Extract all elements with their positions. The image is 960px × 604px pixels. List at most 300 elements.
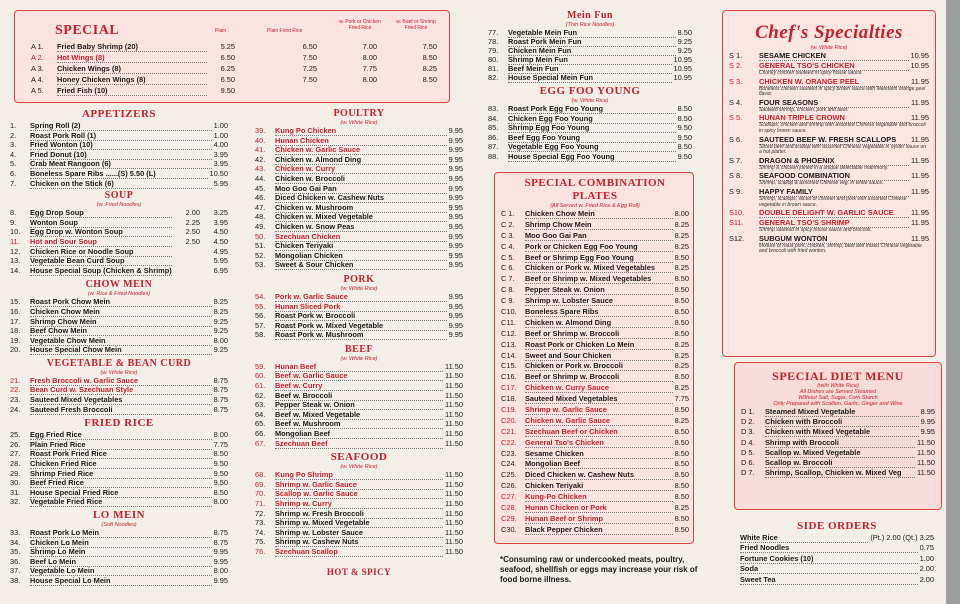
diet-sub1: (with White Rice): [817, 383, 859, 389]
item-number: 49.: [255, 221, 266, 231]
item-name: Chicken on the Stick (6): [30, 180, 212, 189]
side-orders: [740, 520, 934, 585]
item-price: 7.75: [362, 64, 377, 73]
item-name: Shrimp w. Mixed Vegetable: [275, 519, 443, 528]
item-price: 8.25: [674, 415, 689, 425]
item-name: Beef w. Broccoli: [275, 392, 443, 401]
item-number: A 4.: [31, 75, 44, 84]
veg_bean-subtitle: (w. White Rice): [100, 369, 138, 376]
item-name: Hunan Chicken or Pork: [525, 504, 673, 513]
combo-subtitle: (All Served w. Fried Rice & Egg Roll): [550, 203, 640, 209]
quart-price: 4.95: [213, 246, 228, 256]
item-number: 85.: [488, 123, 499, 133]
list-item: [10, 345, 228, 355]
item-price: 8.75: [213, 528, 228, 537]
item-number: 12.: [10, 246, 21, 256]
item-price: 11.50: [445, 361, 463, 371]
diet-sub3: Without Salt, Sugar, Corn Starch: [798, 395, 878, 401]
item-name: Vegetable Egg Foo Young: [508, 143, 676, 152]
item-number: 3.: [10, 140, 17, 150]
item-number: 38.: [10, 575, 21, 585]
list-item: [10, 576, 228, 586]
item-number: 23.: [10, 395, 21, 405]
item-price: 9.25: [213, 345, 228, 355]
list-item: [10, 326, 228, 336]
item-name: HUNAN TRIPLE CROWN: [759, 114, 909, 123]
item-price: 9.50: [213, 468, 228, 478]
list-item: [488, 28, 692, 37]
item-name: Szechuan Beef: [275, 440, 443, 449]
list-item: [501, 307, 689, 318]
item-name: Chicken w. Almond Ding: [275, 156, 447, 165]
item-number: 7.: [10, 178, 17, 188]
item-number: 83.: [488, 104, 499, 113]
item-name: Shrimp w. Garlic Sauce: [275, 481, 443, 490]
item-price: 2.00: [919, 564, 934, 574]
item-name: Moo Goo Gai Pan: [275, 185, 447, 194]
item-number: 34.: [10, 537, 21, 547]
item-price: 8.50: [674, 524, 689, 534]
item-number: 26.: [10, 439, 21, 449]
item-name: Shrimp Fried Rice: [30, 470, 212, 479]
item-number: 8.: [10, 208, 17, 218]
item-number: D 5.: [741, 447, 755, 457]
diet-sub2: All Dishes are Served Steamed: [799, 389, 877, 395]
list-item: [10, 538, 228, 548]
item-name: Sauteed Mixed Vegetables: [525, 395, 673, 404]
item-price: 9.95: [920, 427, 935, 437]
item-price: 6.50: [220, 75, 235, 84]
item-name: Kung-Po Chicken: [525, 493, 673, 502]
item-number: 20.: [10, 345, 21, 355]
item-price: 8.50: [674, 296, 689, 306]
item-price: 9.95: [213, 575, 228, 585]
item-price: (Pt.) 2.00 (Qt.) 3.25: [870, 533, 934, 542]
item-name: Shrimp Mein Fun: [508, 56, 672, 65]
item-name: Chicken w. Almond Ding: [525, 319, 673, 328]
item-price: 9.50: [213, 459, 228, 469]
item-price: 8.25: [674, 350, 689, 360]
item-price: 8.50: [674, 252, 689, 262]
item-price: 9.50: [220, 86, 235, 95]
item-name: Chicken Chow Mein: [525, 210, 673, 219]
item-number: D 2.: [741, 417, 755, 427]
item-price: 11.95: [911, 76, 929, 86]
quart-price: 4.50: [213, 236, 228, 246]
item-number: C25.: [501, 470, 517, 480]
item-price: 5.25: [220, 42, 235, 51]
item-number: 87.: [488, 142, 499, 152]
item-number: 67.: [255, 438, 266, 448]
item-price: 11.50: [445, 429, 463, 439]
list-item: [255, 470, 463, 480]
item-name: DOUBLE DELIGHT W. GARLIC SAUCE: [759, 209, 909, 218]
list-item: [255, 193, 463, 203]
item-description: Mixture of roast pork, chicken, shrimp, beef and mixed Chinese vegetable and broccoli with fried wonton.: [759, 242, 922, 255]
item-name: Beef Egg Foo Young: [508, 134, 676, 143]
item-price: 8.50: [674, 513, 689, 523]
item-name: Shrimp w. Fresh Broccoli: [275, 510, 443, 519]
side-title: SIDE ORDERS: [797, 520, 877, 532]
item-price: 11.95: [911, 186, 929, 196]
item-number: C28.: [501, 503, 517, 513]
item-price: 8.50: [674, 470, 689, 480]
special-title: SPECIAL: [55, 23, 120, 38]
list-item: [10, 336, 228, 346]
quart-price: 3.25: [213, 208, 228, 218]
item-number: 71.: [255, 499, 266, 508]
item-price: 9.95: [448, 250, 463, 260]
item-price: 11.50: [445, 546, 463, 556]
item-price: 8.25: [674, 230, 689, 240]
list-item: [501, 263, 689, 274]
item-number: C 4.: [501, 241, 515, 251]
item-number: C14.: [501, 350, 517, 360]
item-price: 10.95: [673, 64, 692, 73]
item-price: 6.50: [220, 53, 235, 62]
item-name: Roast Pork Roll (1): [30, 132, 212, 141]
list-item: [501, 231, 689, 242]
quart-price: 4.50: [213, 227, 228, 237]
list-item: [10, 430, 228, 440]
item-number: C16.: [501, 372, 517, 382]
item-name: Szechuan Beef or Chicken: [525, 428, 673, 437]
list-item: [741, 458, 935, 468]
item-number: 9.: [10, 217, 17, 227]
item-name: CHICKEN W. ORANGE PEEL: [759, 78, 909, 87]
item-number: 33.: [10, 528, 21, 537]
item-price: 9.95: [448, 291, 463, 301]
item-number: 39.: [255, 126, 266, 135]
list-item: [741, 448, 935, 458]
item-number: 52.: [255, 250, 266, 260]
column-2-list: [255, 108, 463, 577]
item-number: 6.: [10, 168, 17, 178]
item-price: 8.00: [213, 430, 228, 440]
item-number: C 3.: [501, 230, 515, 240]
item-name: Vegetable Chow Mein: [30, 337, 212, 346]
item-name: House Special Egg Foo Young: [508, 153, 676, 162]
item-name: Chicken Wings (8): [57, 65, 207, 74]
item-name: Pepper Steak w. Onion: [525, 286, 673, 295]
item-price: 11.50: [445, 518, 463, 528]
list-item: [501, 329, 689, 340]
item-number: D 1.: [741, 407, 755, 416]
item-name: Chicken w. Mushroom: [275, 204, 447, 213]
item-price: 8.75: [213, 404, 228, 414]
item-price: 8.25: [674, 263, 689, 273]
item-price: 9.95: [448, 183, 463, 193]
item-name: GENERAL TSO'S CHICKEN: [759, 62, 909, 71]
item-price: 9.25: [677, 37, 692, 46]
item-number: 57.: [255, 320, 266, 330]
item-number: 43.: [255, 164, 266, 174]
item-name: Pork or Chicken Egg Foo Young: [525, 243, 673, 252]
item-price: 9.95: [213, 556, 228, 566]
item-price: 11.50: [445, 419, 463, 429]
item-name: Plain Fried Rice: [30, 441, 212, 450]
list-item: [740, 533, 934, 543]
item-name: Hot Wings (8): [57, 54, 207, 63]
item-price: 9.95: [448, 126, 463, 135]
item-number: C 2.: [501, 219, 515, 229]
item-number: C15.: [501, 361, 517, 371]
item-description: Chunky chicken sauteed in spicy house sauce.: [759, 70, 863, 76]
item-name: Beef w. Garlic Sauce: [275, 372, 443, 381]
item-name: Chicken Chow Mein: [30, 308, 212, 317]
item-price: 1.00: [919, 553, 934, 563]
item-number: 31.: [10, 487, 21, 497]
item-name: Fried Wonton (10): [30, 141, 212, 150]
item-number: C 5.: [501, 252, 515, 262]
item-price: 8.50: [422, 75, 437, 84]
item-number: A 3.: [31, 64, 44, 73]
item-price: 5.95: [213, 178, 228, 188]
item-name: Roast Pork Lo Mein: [30, 529, 212, 538]
item-name: Sauteed Fresh Broccoli: [30, 406, 212, 415]
item-price: 9.95: [448, 241, 463, 251]
list-item: [501, 372, 689, 383]
item-price: 6.50: [302, 42, 317, 51]
chef-subtitle: (w. White Rice): [810, 45, 848, 51]
item-number: 51.: [255, 241, 266, 251]
item-name: Egg Fried Rice: [30, 431, 212, 440]
item-price: 11.50: [445, 381, 463, 391]
item-name: White Rice: [740, 534, 868, 543]
item-price: 8.00: [213, 566, 228, 576]
item-price: 8.50: [213, 449, 228, 459]
item-number: S 9.: [729, 186, 743, 196]
item-price: 6.25: [220, 64, 235, 73]
item-number: C 1.: [501, 209, 515, 218]
item-number: 30.: [10, 478, 21, 488]
item-number: C19.: [501, 405, 517, 415]
item-name: Sesame Chicken: [525, 450, 673, 459]
list-item: [501, 274, 689, 285]
item-price: 11.95: [911, 155, 929, 165]
item-number: C26.: [501, 481, 517, 491]
item-price: 11.95: [911, 208, 929, 218]
item-name: Moo Goo Gai Pan: [525, 232, 673, 241]
item-number: C29.: [501, 513, 517, 523]
item-price: 11.50: [445, 527, 463, 537]
item-price: 8.00: [362, 53, 377, 62]
item-price: 8.50: [674, 317, 689, 327]
list-item: [10, 317, 228, 327]
chow_mein-title: CHOW MEIN: [85, 279, 153, 291]
item-price: 8.50: [674, 328, 689, 338]
item-description: Shrimp, scallop & assorted Chinese veg. in white sauce.: [759, 180, 884, 187]
diet-list: [741, 367, 935, 478]
item-name: Fortune Cookies (10): [740, 555, 918, 564]
list-item: [501, 383, 689, 394]
item-name: Hot and Sour Soup: [30, 238, 172, 247]
seafood-title: SEAFOOD: [330, 451, 388, 464]
list-item: [31, 63, 441, 74]
item-number: 54.: [255, 291, 266, 301]
item-price: 8.50: [674, 405, 689, 415]
item-name: Scallop w. Garlic Sauce: [275, 490, 443, 499]
list-item: [10, 440, 228, 450]
list-item: [501, 351, 689, 362]
item-number: C10.: [501, 307, 517, 317]
item-name: Roast Pork Chow Mein: [30, 298, 212, 307]
item-price: 8.25: [674, 219, 689, 229]
item-price: 8.50: [674, 492, 689, 502]
item-price: 8.50: [674, 426, 689, 436]
list-item: [501, 405, 689, 416]
item-number: 68.: [255, 470, 266, 480]
item-name: Hunan Beef: [275, 363, 443, 372]
item-name: HAPPY FAMILY: [759, 188, 909, 197]
item-number: 4.: [10, 149, 17, 159]
combo-list: [501, 177, 689, 536]
item-name: Steamed Mixed Vegetable: [765, 408, 919, 417]
item-price: 9.50: [677, 123, 692, 133]
diet-box: [734, 362, 942, 510]
item-price: 7.50: [302, 53, 317, 62]
item-name: Beef or Shrimp w. Broccoli: [525, 330, 673, 339]
item-price: 9.95: [448, 173, 463, 183]
item-price: 10.95: [673, 73, 692, 82]
item-name: Beef Chow Mein: [30, 327, 212, 336]
item-price: 7.75: [213, 439, 228, 449]
list-item: [10, 247, 228, 257]
list-item: [31, 52, 441, 63]
item-number: 84.: [488, 113, 499, 123]
list-item: [488, 133, 692, 143]
quart-price: 5.95: [213, 256, 228, 266]
item-price: 8.50: [677, 104, 692, 113]
item-name: Beef or Shrimp Egg Foo Young: [525, 254, 673, 263]
item-name: DRAGON & PHOENIX: [759, 157, 909, 166]
item-price: 11.50: [445, 400, 463, 410]
item-name: Beef or Shrimp w. Mixed Vegetables: [525, 275, 673, 284]
item-price: 1.00: [213, 121, 228, 130]
item-price: 7.50: [302, 75, 317, 84]
item-number: 28.: [10, 459, 21, 469]
item-number: 1.: [10, 121, 17, 130]
item-price: 8.50: [677, 113, 692, 123]
list-item: [501, 340, 689, 351]
lo_mein-title: LO MEIN: [92, 509, 146, 521]
item-price: 11.50: [445, 489, 463, 499]
item-price: 8.25: [674, 361, 689, 371]
item-name: Black Pepper Chicken: [525, 526, 673, 535]
item-number: C 8.: [501, 285, 515, 295]
item-price: 8.50: [674, 459, 689, 469]
item-price: 11.50: [917, 437, 935, 447]
fried_rice-title: FRIED RICE: [84, 417, 154, 430]
pork-title: PORK: [343, 273, 375, 285]
list-item: [488, 123, 692, 133]
item-price: 11.50: [917, 468, 935, 478]
item-number: S11.: [729, 218, 744, 228]
item-number: C13.: [501, 339, 517, 349]
item-price: 8.50: [677, 28, 692, 37]
list-item: [501, 449, 689, 460]
item-price: 11.95: [911, 171, 929, 181]
item-price: 3.95: [213, 149, 228, 159]
list-item: [729, 51, 929, 61]
item-number: S 5.: [729, 113, 743, 123]
item-number: 88.: [488, 151, 499, 161]
item-name: Sweet & Sour Chicken: [275, 261, 447, 270]
item-price: 11.50: [445, 537, 463, 547]
item-number: C 6.: [501, 263, 515, 273]
item-name: Wonton Soup: [30, 219, 172, 228]
item-price: 9.95: [448, 193, 463, 203]
item-price: 8.00: [213, 335, 228, 345]
list-item: [10, 376, 228, 386]
item-number: 41.: [255, 145, 266, 155]
item-price: 11.50: [917, 457, 935, 467]
list-item: [10, 547, 228, 557]
list-item: [501, 285, 689, 296]
pint-price: 2.25: [185, 217, 200, 227]
item-number: 60.: [255, 371, 266, 381]
item-number: 86.: [488, 132, 499, 142]
item-price: 10.95: [910, 51, 929, 60]
item-name: Roast Pork Fried Rice: [30, 450, 212, 459]
list-item: [501, 503, 689, 514]
list-item: [10, 395, 228, 405]
item-number: A 1.: [31, 42, 44, 51]
item-price: 11.50: [917, 447, 935, 457]
list-item: [488, 37, 692, 46]
item-description: Boneless chicken sauteed in spicy brown sauce with Mandarin orange peel flavor.: [759, 85, 926, 98]
item-price: 10.95: [673, 55, 692, 64]
item-name: Vegetable Bean Curd Soup: [30, 257, 172, 266]
item-number: D 7.: [741, 468, 755, 478]
item-price: 8.25: [213, 306, 228, 316]
item-number: 19.: [10, 335, 21, 345]
item-name: Fresh Broccoli w. Garlic Sauce: [30, 377, 212, 386]
list-item: [255, 184, 463, 194]
seafood-subtitle: (w. White Rice): [340, 464, 378, 471]
list-item: [31, 74, 441, 85]
item-name: Sweet and Sour Chicken: [525, 352, 673, 361]
list-item: [501, 296, 689, 307]
item-name: Hunan Sliced Pork: [275, 303, 447, 312]
item-number: C 9.: [501, 296, 515, 306]
item-name: Chicken w. Mixed Vegetable: [275, 213, 447, 222]
list-item: [501, 209, 689, 220]
list-item: [10, 459, 228, 469]
list-item: [10, 488, 228, 498]
item-number: C12.: [501, 328, 517, 338]
item-name: Hunan Beef or Shrimp: [525, 515, 673, 524]
item-name: Beef Lo Mein: [30, 558, 212, 567]
item-number: 76.: [255, 546, 266, 556]
list-item: [488, 152, 692, 162]
item-number: 32.: [10, 497, 21, 507]
item-number: C23.: [501, 448, 517, 458]
list-item: [255, 311, 463, 321]
item-name: Hunan Chicken: [275, 137, 447, 146]
item-number: 70.: [255, 489, 266, 499]
item-number: 56.: [255, 311, 266, 321]
item-name: Boneless Spare Ribs ......(S) 5.50 (L): [30, 170, 208, 179]
list-item: [10, 449, 228, 459]
quart-price: 6.95: [213, 265, 228, 275]
list-item: [255, 260, 463, 270]
pint-price: 2.50: [185, 236, 200, 246]
list-item: [501, 361, 689, 372]
list-item: [10, 266, 228, 276]
item-name: Fried Donut (10): [30, 151, 212, 160]
list-item: [255, 400, 463, 410]
